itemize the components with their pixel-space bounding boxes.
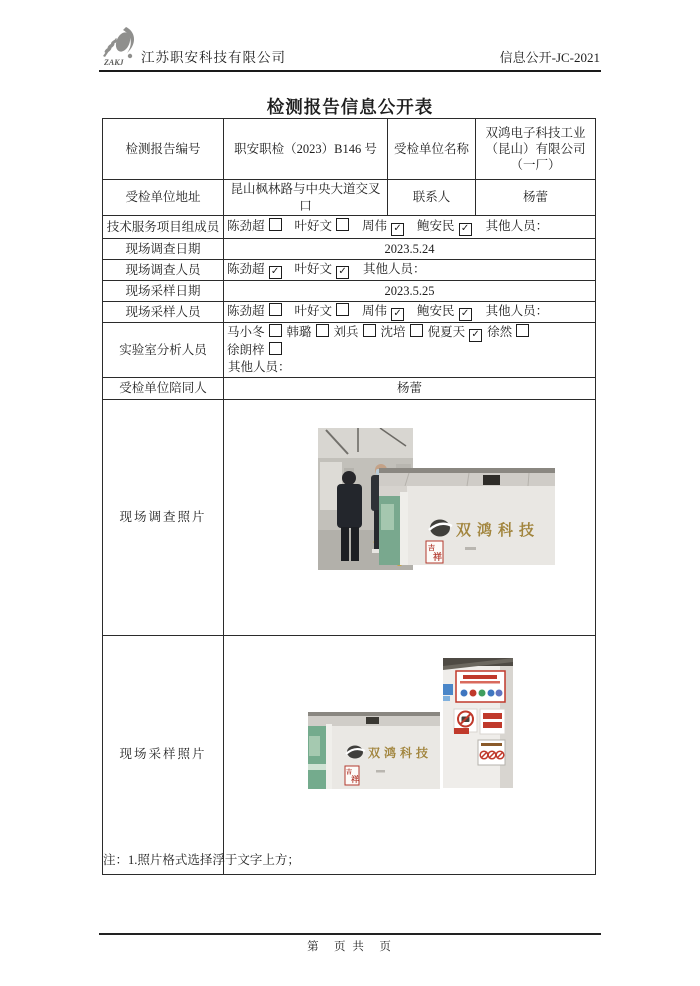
table-row: [103, 302, 596, 323]
tech-team-label: 技术服务项目组成员: [103, 216, 224, 239]
table-row: [103, 119, 596, 180]
member-name: 徐朗梓: [227, 343, 265, 357]
lobby-sign-image-2: [308, 712, 440, 789]
svg-text:吉: 吉: [428, 544, 435, 552]
member-周伟: [362, 304, 404, 318]
survey-photo-lobby-sign: [379, 468, 555, 570]
member-陈劲超: [227, 304, 282, 318]
footer-rule: [99, 933, 601, 935]
checkbox-unchecked-icon: [336, 218, 349, 231]
survey-staff-members: [224, 260, 596, 281]
member-name: 倪夏天: [427, 325, 466, 339]
table-row: [103, 180, 596, 216]
checkbox-checked-icon: ✓: [469, 329, 482, 342]
checkbox-unchecked-icon: [410, 324, 423, 337]
table-row: [103, 377, 596, 399]
member-周伟: [362, 219, 404, 233]
page-title: 检测报告信息公开表: [266, 97, 434, 117]
survey-date-value: 2023.5.24: [224, 239, 596, 260]
sample-photo-safety-signs: [443, 658, 513, 793]
unit-address-label: 受检单位地址: [103, 180, 224, 216]
logo-text: ZAKJ: [104, 58, 124, 67]
sample-staff-label: 现场采样人员: [103, 302, 224, 323]
member-韩璐: [287, 325, 329, 339]
sample-photos-label: 现场采样照片: [103, 635, 224, 874]
other-personnel-label: 其他人员：: [485, 304, 549, 318]
member-name: 马小冬: [227, 325, 265, 339]
table-row: [103, 239, 596, 260]
gold-sign-text-2: 双鸿科技: [368, 746, 433, 760]
other-personnel-label: 其他人员：: [228, 360, 291, 375]
member-沈培: [381, 325, 423, 339]
gold-sign-text: 双鸿科技: [456, 523, 541, 539]
tech-team-members: [224, 216, 596, 239]
sample-date-label: 现场采样日期: [103, 281, 224, 302]
report-no-label: 检测报告编号: [103, 119, 224, 180]
member-鲍安民: [417, 304, 472, 318]
member-name: 鲍安民: [417, 219, 455, 233]
member-name: 陈劲超: [227, 219, 265, 233]
checkbox-checked-icon: ✓: [391, 308, 404, 321]
member-name: 鲍安民: [417, 304, 455, 318]
checkbox-checked-icon: ✓: [459, 308, 472, 321]
member-name: 周伟: [362, 304, 388, 318]
table-row: [103, 216, 596, 239]
member-徐然: [487, 325, 529, 339]
survey-date-label: 现场调查日期: [103, 239, 224, 260]
checkbox-unchecked-icon: [316, 324, 329, 337]
lobby-sign-image: [379, 468, 555, 565]
member-name: 叶好文: [294, 262, 333, 276]
footnote: 注：1.照片格式选择浮于文字上方；: [103, 853, 300, 867]
svg-text:祥: 祥: [433, 552, 443, 562]
checkbox-checked-icon: ✓: [391, 223, 404, 236]
unit-address-value: 昆山枫林路与中央大道交叉口: [224, 180, 388, 216]
checkbox-checked-icon: ✓: [269, 266, 282, 279]
table-row: [103, 260, 596, 281]
report-no-value: 职安职检（2023）B146 号: [224, 119, 388, 180]
sample-staff-members: [224, 302, 596, 323]
sample-photo-lobby-sign: [308, 712, 440, 794]
member-徐朗梓: [227, 343, 282, 357]
checkbox-unchecked-icon: [269, 218, 282, 231]
contact-value: 杨蕾: [476, 180, 596, 216]
survey-staff-label: 现场调查人员: [103, 260, 224, 281]
checkbox-unchecked-icon: [516, 324, 529, 337]
table-row: [103, 281, 596, 302]
member-叶好文: [295, 262, 350, 276]
other-personnel-label: 其他人员：: [363, 262, 426, 276]
lab-staff-label: 实验室分析人员: [103, 323, 224, 378]
member-叶好文: [295, 304, 350, 318]
svg-text:吉: 吉: [346, 770, 353, 776]
member-name: 陈劲超: [227, 262, 265, 276]
member-name: 陈劲超: [227, 304, 265, 318]
page-number: 第 页 共 页: [307, 941, 393, 953]
member-倪夏天: [428, 325, 483, 339]
member-陈劲超: [227, 262, 282, 276]
company-logo: [96, 26, 142, 73]
member-name: 韩璐: [286, 325, 312, 339]
other-personnel-label: 其他人员：: [485, 219, 549, 233]
member-叶好文: [295, 219, 350, 233]
sample-date-value: 2023.5.25: [224, 281, 596, 302]
checkbox-unchecked-icon: [269, 324, 282, 337]
companion-label: 受检单位陪同人: [103, 377, 224, 399]
companion-value: 杨蕾: [224, 377, 596, 399]
member-刘兵: [334, 325, 376, 339]
svg-text:祥: 祥: [351, 775, 359, 784]
checkbox-unchecked-icon: [363, 324, 376, 337]
table-row: [103, 323, 596, 378]
checkbox-checked-icon: ✓: [336, 266, 349, 279]
contact-label: 联系人: [388, 180, 476, 216]
checkbox-unchecked-icon: [269, 342, 282, 355]
member-name: 周伟: [362, 219, 388, 233]
checkbox-checked-icon: ✓: [459, 223, 472, 236]
member-name: 刘兵: [333, 325, 359, 339]
unit-name-label: 受检单位名称: [388, 119, 476, 180]
safety-signs-image: [443, 658, 513, 788]
member-name: 沈培: [380, 325, 406, 339]
member-马小冬: [227, 325, 282, 339]
member-name: 叶好文: [294, 304, 333, 318]
member-name: 叶好文: [294, 219, 333, 233]
member-鲍安民: [417, 219, 472, 233]
unit-name-value: 双鸿电子科技工业（昆山）有限公司（一厂）: [476, 119, 596, 180]
header-company-name: 江苏职安科技有限公司: [141, 50, 286, 65]
survey-photos-label: 现场调查照片: [103, 399, 224, 635]
lab-staff-members: [224, 323, 596, 378]
checkbox-unchecked-icon: [269, 303, 282, 316]
header-rule: [99, 70, 601, 72]
header-doc-code: 信息公开-JC-2021: [499, 50, 600, 65]
member-name: 徐然: [487, 325, 513, 339]
member-陈劲超: [227, 219, 282, 233]
checkbox-unchecked-icon: [336, 303, 349, 316]
